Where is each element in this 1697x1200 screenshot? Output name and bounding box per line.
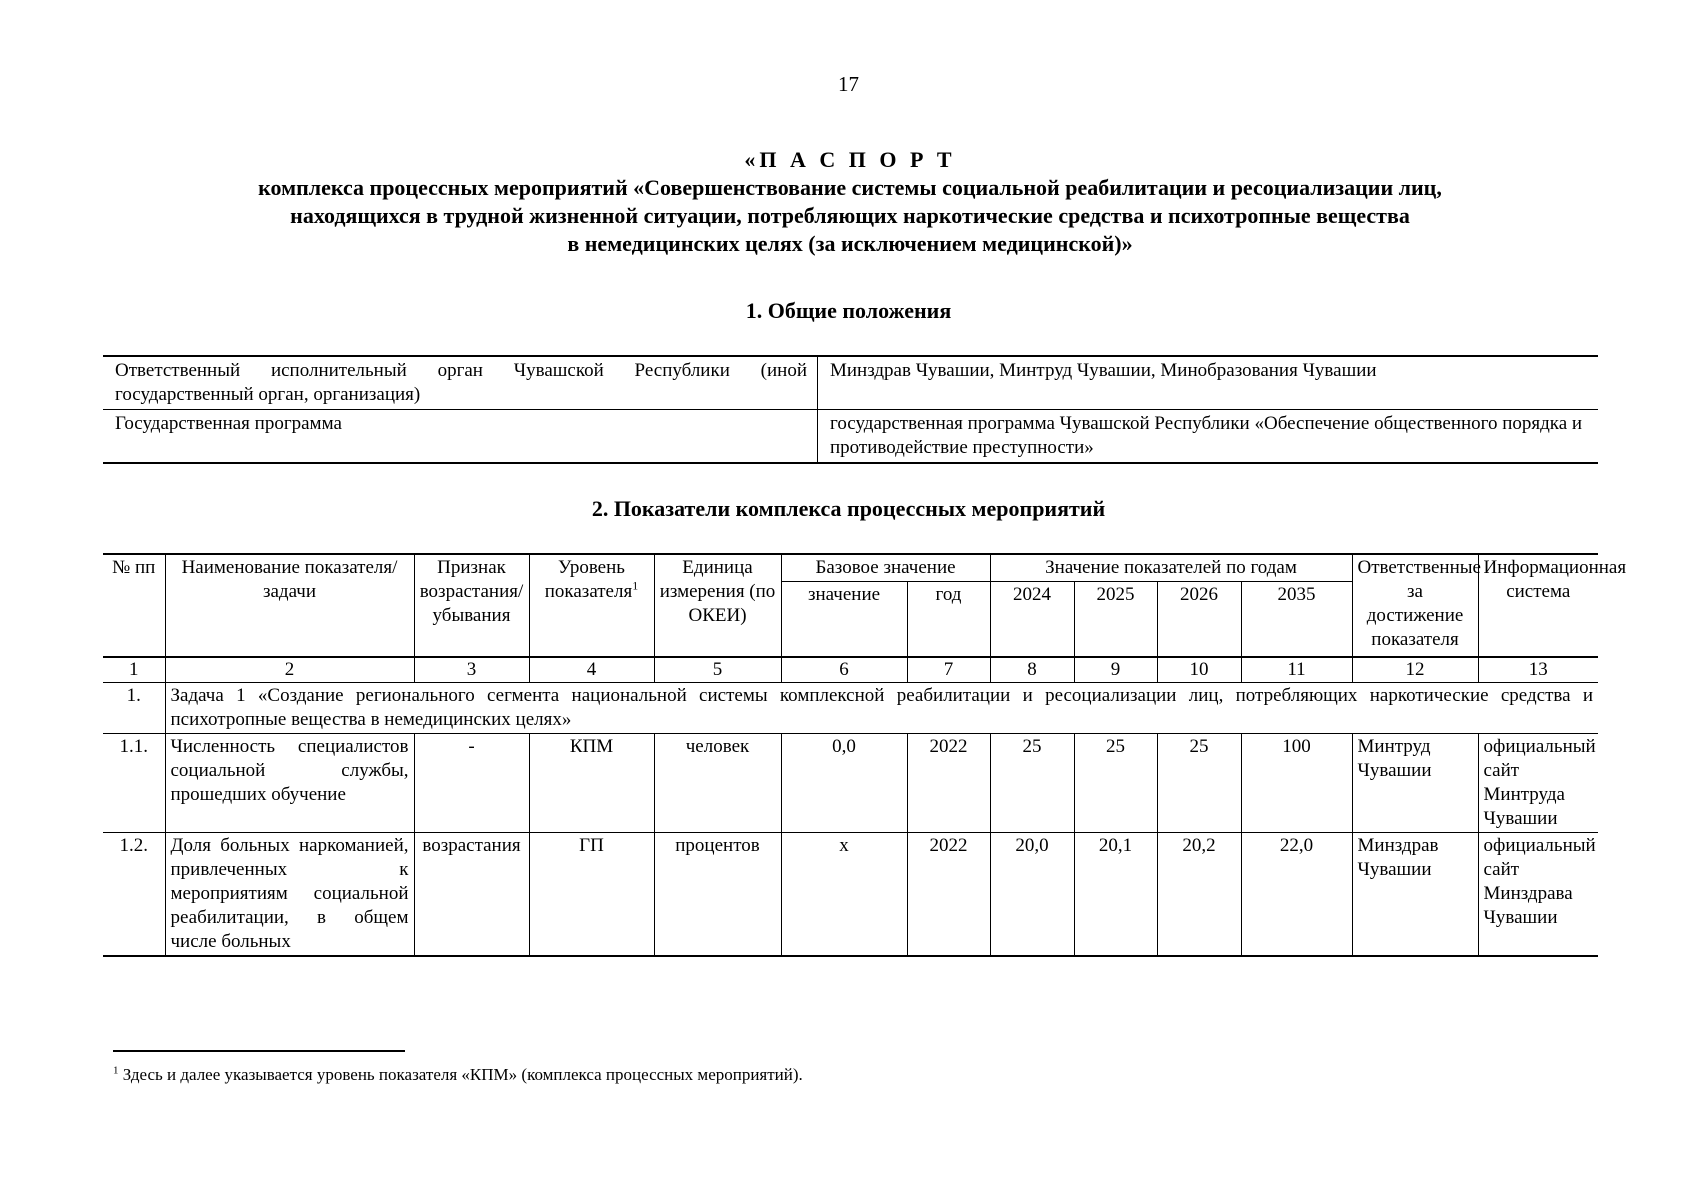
table-row [103, 410, 1598, 464]
header-year-2024: 2024 [990, 582, 1074, 657]
column-number: 9 [1074, 657, 1157, 683]
header-base-value: значение [781, 582, 907, 657]
header-responsible: Ответственные за достижение показателя [1352, 554, 1478, 657]
column-number: 13 [1478, 657, 1598, 683]
column-number: 4 [529, 657, 654, 683]
row-num: 1.1. [103, 733, 165, 832]
indicator-base-year: 2022 [907, 832, 990, 956]
header-info-system: Информационная система [1478, 554, 1598, 657]
column-number: 3 [414, 657, 529, 683]
indicator-name: Доля больных наркоманией, привлеченных к мероприятиям социальной реабилитации, в общем числе больных [165, 832, 414, 956]
indicator-value-2035: 100 [1241, 733, 1352, 832]
title-line-3: находящихся в трудной жизненной ситуации, потребляющих наркотические средства и психотропные вещества [290, 203, 1410, 228]
header-base-year: год [907, 582, 990, 657]
column-number: 1 [103, 657, 165, 683]
indicator-trend: - [414, 733, 529, 832]
indicator-base-year: 2022 [907, 733, 990, 832]
indicator-trend: возрастания [414, 832, 529, 956]
header-year-2026: 2026 [1157, 582, 1241, 657]
header-num: № пп [103, 554, 165, 657]
indicator-value-2024: 20,0 [990, 832, 1074, 956]
general-provisions-table [103, 355, 1598, 464]
indicator-level: КПМ [529, 733, 654, 832]
indicator-unit: человек [654, 733, 781, 832]
indicator-info-system: официальный сайт Минздрава Чувашии [1478, 832, 1598, 956]
indicator-value-2026: 25 [1157, 733, 1241, 832]
header-level [529, 554, 654, 657]
indicator-value-2024: 25 [990, 733, 1074, 832]
footnote-divider [113, 1050, 405, 1052]
indicator-responsible: Минздрав Чувашии [1352, 832, 1478, 956]
indicator-level: ГП [529, 832, 654, 956]
indicator-value-2035: 22,0 [1241, 832, 1352, 956]
column-number: 2 [165, 657, 414, 683]
task-row [103, 682, 1598, 733]
column-number: 10 [1157, 657, 1241, 683]
column-number-row [103, 657, 1598, 683]
column-number: 8 [990, 657, 1074, 683]
general-label-cell: Государственная программа [103, 410, 818, 464]
title-line-4: в немедицинских целях (за исключением медицинской)» [567, 231, 1133, 256]
header-year-2035: 2035 [1241, 582, 1352, 657]
header-base: Базовое значение [781, 554, 990, 582]
header-row [103, 554, 1598, 582]
title-line-1: «П А С П О Р Т [744, 147, 956, 172]
header-unit: Единица измерения (по ОКЕИ) [654, 554, 781, 657]
indicator-responsible: Минтруд Чувашии [1352, 733, 1478, 832]
title-line-2: комплекса процессных мероприятий «Совершенствование системы социальной реабилитации и ресоциализации лиц, [258, 175, 1442, 200]
column-number: 5 [654, 657, 781, 683]
column-number: 12 [1352, 657, 1478, 683]
indicator-name: Численность специалистов социальной службы, прошедших обучение [165, 733, 414, 832]
section-2-heading: 2. Показатели комплекса процессных мероприятий [591, 496, 1106, 521]
indicator-value-2026: 20,2 [1157, 832, 1241, 956]
column-number: 11 [1241, 657, 1352, 683]
section-1-heading: 1. Общие положения [745, 298, 952, 323]
general-label-cell: Ответственный исполнительный орган Чувашской Республики (иной государственный орган, организация) [103, 356, 818, 410]
header-trend: Признак возрастания/убывания [414, 554, 529, 657]
footnote-text: Здесь и далее указывается уровень показателя «КПМ» (комплекса процессных мероприятий). [122, 1065, 803, 1084]
header-level-text: Уровень показателя [544, 557, 633, 602]
document-title [100, 146, 1600, 258]
footnote-number: 1 [113, 1064, 119, 1077]
column-number: 6 [781, 657, 907, 683]
indicator-unit: процентов [654, 832, 781, 956]
indicator-base-value: х [781, 832, 907, 956]
table-row [103, 832, 1598, 956]
page-number: 17 [838, 72, 859, 96]
column-number: 7 [907, 657, 990, 683]
header-values-by-year: Значение показателей по годам [990, 554, 1352, 582]
table-row [103, 356, 1598, 410]
indicator-base-value: 0,0 [781, 733, 907, 832]
footnote-mark: 1 [632, 578, 639, 593]
footnote [113, 1065, 803, 1085]
indicator-value-2025: 20,1 [1074, 832, 1157, 956]
indicator-info-system: официальный сайт Минтруда Чувашии [1478, 733, 1598, 832]
header-name: Наименование показателя/задачи [165, 554, 414, 657]
task-text: Задача 1 «Создание регионального сегмента национальной системы комплексной реабилитации и ресоциализации лиц, потребляющих наркотические средства и психотропные вещества в немедицинских целях» [165, 682, 1598, 733]
row-num: 1.2. [103, 832, 165, 956]
header-year-2025: 2025 [1074, 582, 1157, 657]
general-value-cell: Минздрав Чувашии, Минтруд Чувашии, Минобразования Чувашии [818, 356, 1599, 410]
general-value-cell: государственная программа Чувашской Республики «Обеспечение общественного порядка и противодействие преступности» [818, 410, 1599, 464]
table-row [103, 733, 1598, 832]
task-num: 1. [103, 682, 165, 733]
indicator-value-2025: 25 [1074, 733, 1157, 832]
indicators-table [103, 553, 1627, 957]
